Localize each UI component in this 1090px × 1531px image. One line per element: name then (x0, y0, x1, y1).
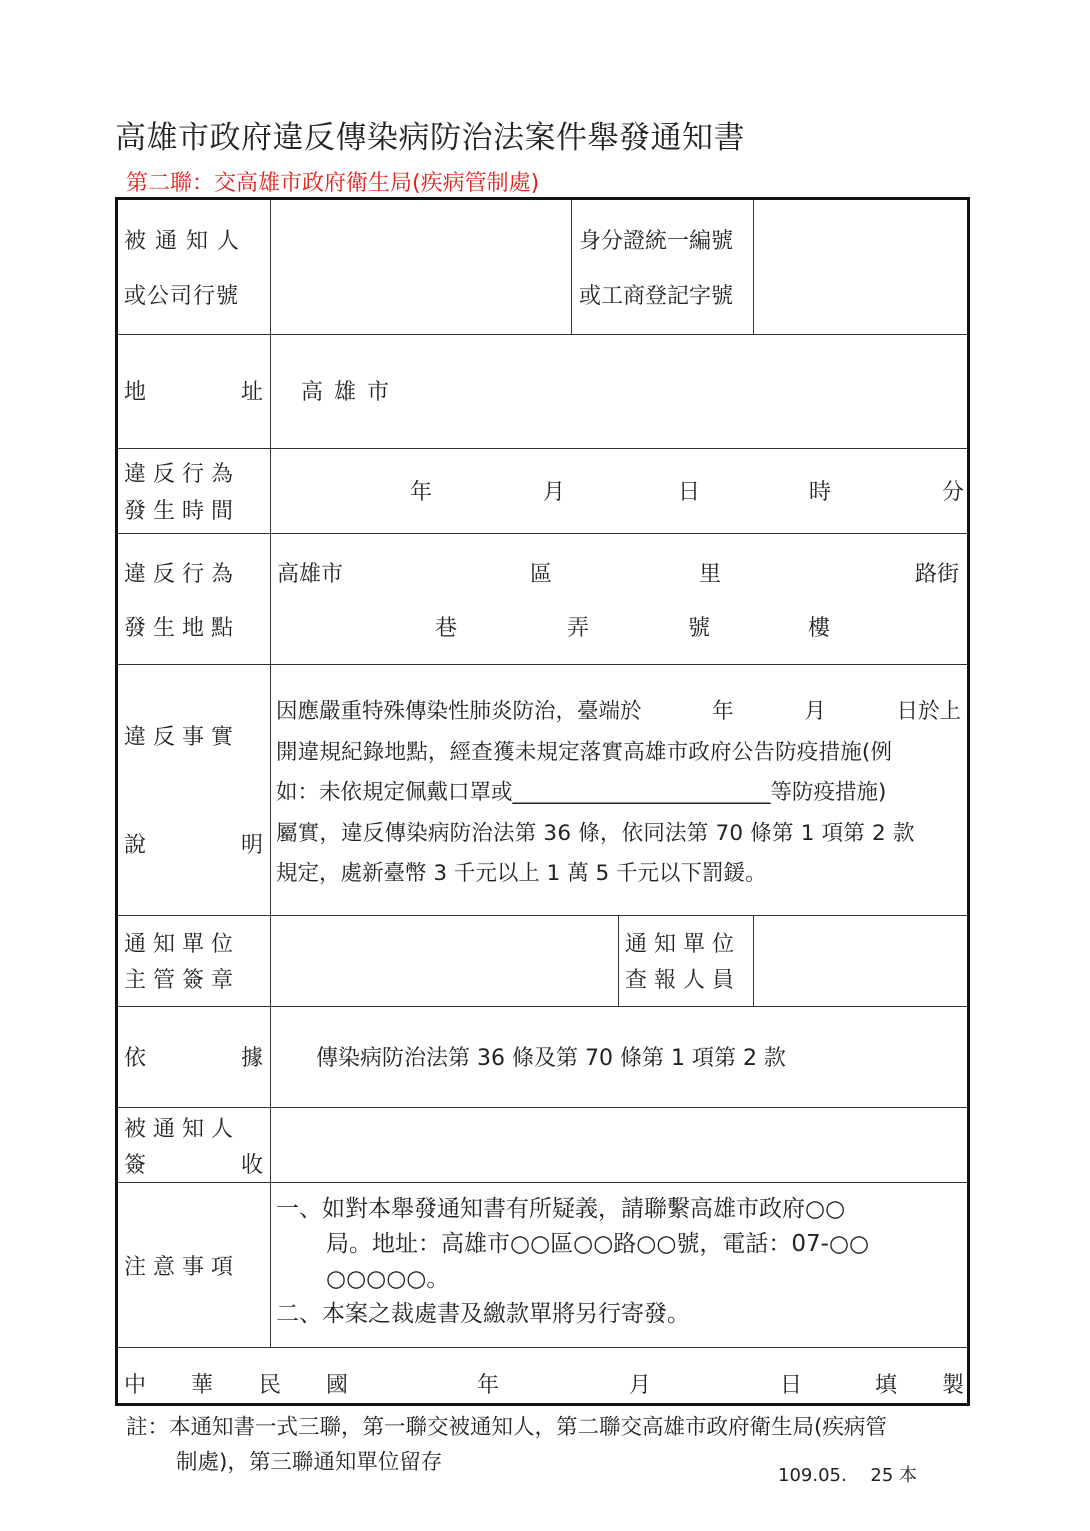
column-divider (270, 200, 271, 1347)
notified-person-label-2: 或公司行號 (124, 284, 240, 309)
row-divider (118, 1006, 967, 1007)
row-divider (118, 334, 967, 335)
row-divider (118, 1182, 967, 1183)
place-number: 號 (688, 616, 711, 641)
notes-text (276, 1192, 966, 1332)
remark (126, 1410, 887, 1480)
note-item-1-cont: 局。地址：高雄市○○區○○路○○號，電話：07-○○ (326, 1231, 870, 1257)
notified-person-label: 被 通 知 人 (124, 229, 240, 254)
row-divider (118, 915, 967, 916)
receipt-label-left: 簽 (124, 1153, 147, 1178)
time-year: 年 (410, 480, 433, 505)
facts-label-right: 明 (241, 833, 264, 858)
place-floor: 樓 (808, 616, 831, 641)
column-divider (571, 200, 572, 334)
note-item-1: 一、如對本舉發通知書有所疑義，請聯繫高雄市政府○○ (276, 1196, 846, 1222)
facts-text (276, 692, 961, 895)
facts-line-2: 開違規紀錄地點，經查獲未規定落實高雄市政府公告防疫措施(例 (276, 739, 893, 765)
note-item-1-cont-2: ○○○○○。 (326, 1266, 450, 1292)
facts-line-1 (276, 692, 961, 733)
date-char-3: 民 (259, 1373, 282, 1398)
place-district: 區 (530, 562, 553, 587)
row-divider (118, 664, 967, 665)
violation-place-label: 違 反 行 為 (124, 562, 233, 587)
row-divider (118, 1107, 967, 1108)
row-divider (118, 448, 967, 449)
column-divider (753, 915, 754, 1006)
legal-basis-label-right: 據 (241, 1046, 264, 1071)
address-label-left: 地 (124, 380, 147, 405)
facts-line-4: 屬實，違反傳染病防治法第 36 條，依同法第 70 條第 1 項第 2 款 (276, 820, 915, 846)
place-village: 里 (699, 562, 722, 587)
remark-line-2: 制處)，第三聯通知單位留存 (176, 1450, 443, 1475)
date-char-2: 華 (191, 1373, 214, 1398)
version-label: 109.05. 25 本 (778, 1465, 918, 1486)
time-minute: 分 (942, 480, 965, 505)
time-month: 月 (543, 480, 566, 505)
facts-label-left: 說 (124, 833, 147, 858)
row-divider (118, 533, 967, 534)
receipt-label: 被 通 知 人 (124, 1117, 233, 1142)
date-char-4: 國 (326, 1373, 349, 1398)
unit-supervisor-label-2: 主 管 簽 章 (124, 968, 233, 993)
unit-inspector-label-2: 查 報 人 員 (625, 968, 734, 993)
legal-basis-value: 傳染病防治法第 36 條及第 70 條第 1 項第 2 款 (316, 1046, 786, 1071)
column-divider (618, 915, 619, 1006)
facts-line-5: 規定，處新臺幣 3 千元以上 1 萬 5 千元以下罰鍰。 (276, 861, 767, 886)
notes-label: 注 意 事 項 (124, 1255, 233, 1280)
violation-time-label-2: 發 生 時 間 (124, 499, 233, 524)
legal-basis-label-left: 依 (124, 1046, 147, 1071)
date-day: 日 (780, 1373, 803, 1398)
place-city: 高雄市 (277, 562, 344, 587)
facts-label: 違 反 事 實 (124, 725, 233, 750)
unit-inspector-label: 通 知 單 位 (625, 932, 734, 957)
unit-supervisor-label: 通 知 單 位 (124, 932, 233, 957)
violation-time-label: 違 反 行 為 (124, 462, 233, 487)
facts-line-3: 如：未依規定佩戴口罩或________________________等防疫措施) (276, 780, 887, 805)
note-item-2: 二、本案之裁處書及繳款單將另行寄發。 (276, 1301, 690, 1327)
row-divider (118, 1347, 967, 1348)
facts-line-1c: 月 (804, 699, 826, 724)
place-lane: 巷 (435, 616, 458, 641)
place-road: 路街 (915, 562, 960, 587)
date-fill-2: 製 (942, 1373, 965, 1398)
date-char-1: 中 (124, 1373, 147, 1398)
date-month: 月 (629, 1373, 652, 1398)
date-fill-line (118, 1362, 967, 1402)
column-divider (753, 200, 754, 334)
remark-line-1: 註：本通知書一式三聯，第一聯交被通知人，第二聯交高雄市政府衛生局(疾病管 (126, 1415, 887, 1440)
receipt-label-right: 收 (241, 1153, 264, 1178)
address-field[interactable]: 高 雄 市 (301, 380, 391, 405)
violation-place-label-2: 發 生 地 點 (124, 616, 233, 641)
id-number-label: 身分證統一編號 (579, 229, 734, 254)
date-year: 年 (477, 1373, 500, 1398)
date-fill-1: 填 (875, 1373, 898, 1398)
id-number-label-2: 或工商登記字號 (579, 284, 734, 309)
page-title: 高雄市政府違反傳染病防治法案件舉發通知書 (115, 120, 745, 156)
place-alley: 弄 (567, 616, 590, 641)
facts-line-1a: 因應嚴重特殊傳染性肺炎防治，臺端於 (276, 699, 642, 724)
facts-line-1d: 日於上 (896, 699, 961, 724)
time-hour: 時 (809, 480, 832, 505)
time-day: 日 (678, 480, 701, 505)
facts-line-1b: 年 (712, 699, 734, 724)
copy-label: 第二聯：交高雄市政府衛生局(疾病管制處) (126, 171, 540, 196)
address-label-right: 址 (241, 380, 264, 405)
